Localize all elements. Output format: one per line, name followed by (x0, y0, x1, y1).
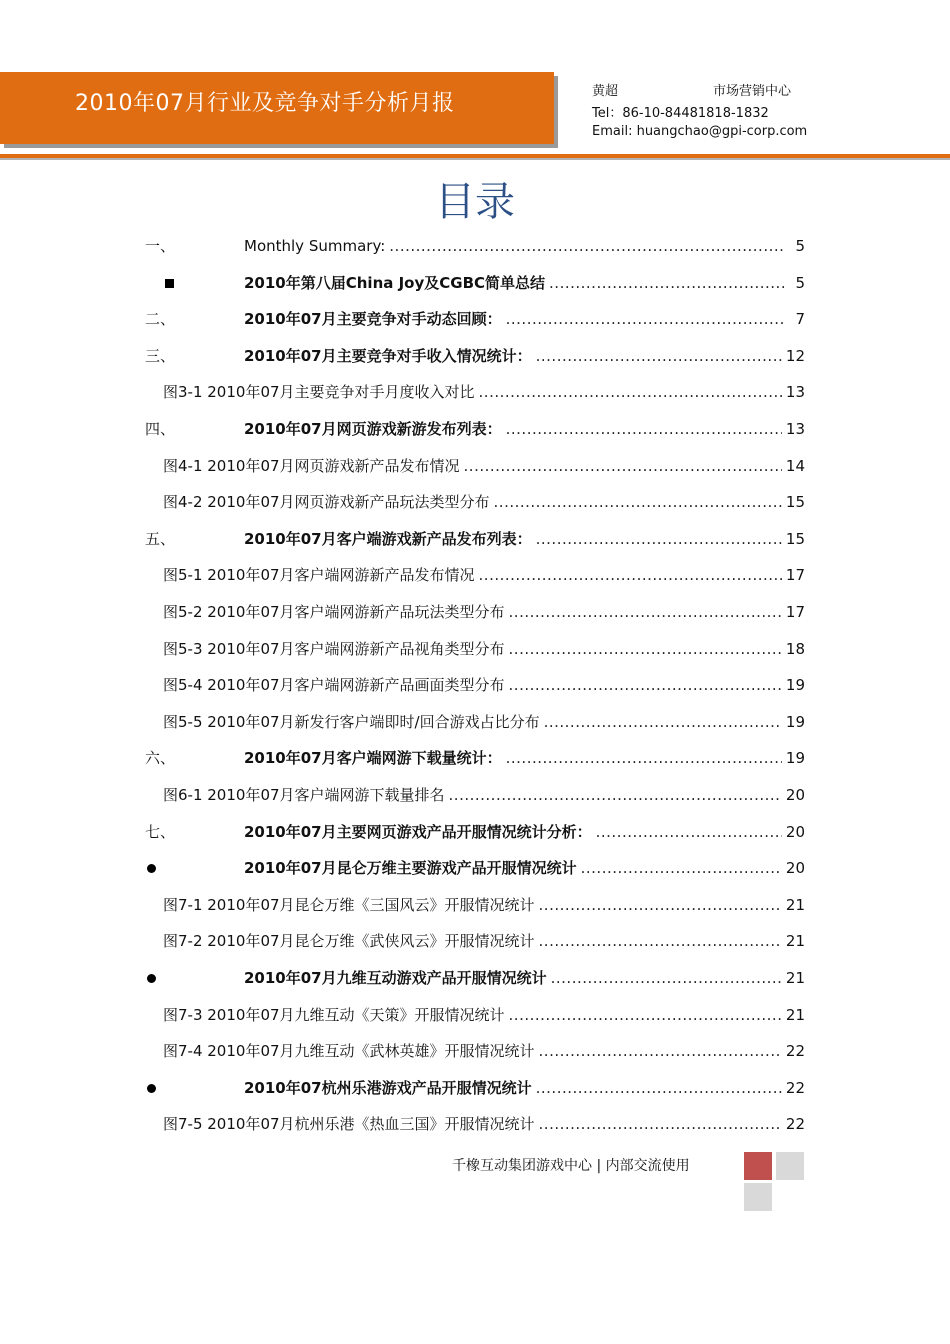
toc-dot-leader (479, 379, 782, 405)
toc-entry[interactable] (0, 343, 950, 369)
toc-page-number: 12 (785, 346, 805, 365)
toc-entry-label: 图5-3 2010年07月客户端网游新产品视角类型分布 (163, 639, 505, 658)
toc-dot-leader (479, 562, 782, 588)
toc-entry[interactable] (0, 379, 950, 405)
toc-dot-leader (539, 1111, 782, 1137)
toc-entry-label: 2010年07月客户端游戏新产品发布列表： (244, 529, 532, 548)
toc-page-number: 7 (795, 310, 805, 329)
toc-entry[interactable] (0, 233, 950, 259)
toc-page-number: 20 (785, 859, 805, 878)
toc-page-number: 21 (785, 932, 805, 951)
toc-section-number: 六、 (145, 749, 176, 768)
toc-entry[interactable] (0, 453, 950, 479)
toc-section-number: 三、 (145, 346, 176, 365)
toc-entry[interactable] (0, 928, 950, 954)
toc-dot-leader (536, 526, 782, 552)
toc-page-number: 20 (785, 786, 805, 804)
toc-page-number: 21 (785, 1005, 805, 1024)
toc-dot-leader (464, 453, 782, 479)
toc-entry[interactable] (0, 1038, 950, 1064)
toc-entry-label: 图4-2 2010年07月网页游戏新产品玩法类型分布 (163, 493, 490, 512)
bullet-dot-icon (145, 965, 156, 991)
toc-entry[interactable] (0, 306, 950, 332)
toc-dot-leader (551, 965, 782, 991)
contact-name: 黄超 (592, 84, 619, 99)
toc-dot-leader (509, 599, 782, 625)
toc-entry-label: 图5-1 2010年07月客户端网游新产品发布情况 (163, 566, 475, 585)
toc-entry-label: 2010年07杭州乐港游戏产品开服情况统计 (244, 1078, 532, 1097)
toc-entry-label: 图7-3 2010年07月九维互动《天策》开服情况统计 (163, 1005, 505, 1024)
toc-entry[interactable] (0, 636, 950, 662)
toc-page-number: 15 (785, 529, 805, 548)
toc-page-number: 5 (795, 273, 805, 292)
toc-entry-label: 图5-5 2010年07月新发行客户端即时/回合游戏占比分布 (163, 712, 540, 731)
toc-dot-leader (494, 489, 782, 515)
toc-dot-leader (549, 270, 785, 296)
toc-entry[interactable] (0, 526, 950, 552)
toc-entry[interactable] (0, 1002, 950, 1028)
toc-dot-leader (536, 343, 782, 369)
toc-dot-leader (581, 855, 782, 881)
header-rule-gray (0, 158, 950, 160)
toc-entry-label: 2010年第八届China Joy及CGBC简单总结 (244, 273, 546, 292)
contact-email: Email: huangchao@gpi-corp.com (592, 124, 808, 139)
toc-section-number: 五、 (145, 529, 176, 548)
toc-dot-leader (539, 928, 782, 954)
toc-dot-leader (536, 1075, 782, 1101)
toc-dot-leader (506, 745, 782, 771)
toc-entry[interactable] (0, 819, 950, 845)
toc-dot-leader (544, 709, 782, 735)
toc-dot-leader (506, 306, 785, 332)
toc-entry-label: 图5-2 2010年07月客户端网游新产品玩法类型分布 (163, 603, 505, 621)
toc-entry-label: 图6-1 2010年07月客户端网游下载量排名 (163, 786, 445, 804)
toc-entry-label: 2010年07月昆仑万维主要游戏产品开服情况统计 (244, 859, 577, 878)
footer-gray-square (776, 1152, 804, 1180)
toc-dot-leader (509, 1002, 782, 1028)
toc-section-number: 四、 (145, 420, 176, 438)
toc-page-number: 19 (785, 749, 805, 768)
toc-entry[interactable] (0, 1075, 950, 1101)
toc-section-number: 一、 (145, 237, 176, 255)
toc-entry-label: 图7-2 2010年07月昆仑万维《武侠风云》开服情况统计 (163, 932, 535, 951)
toc-section-number: 二、 (145, 310, 176, 329)
toc-entry[interactable] (0, 599, 950, 625)
toc-entry[interactable] (0, 562, 950, 588)
toc-dot-leader (389, 233, 785, 259)
toc-dot-leader (539, 892, 782, 918)
toc-dot-leader (539, 1038, 782, 1064)
contact-telephone: Tel：86-10-84481818-1832 (592, 106, 769, 121)
footer-text: 千橡互动集团游戏中心 | 内部交流使用 (452, 1158, 690, 1174)
toc-entry[interactable] (0, 270, 950, 296)
toc-entry-label: 2010年07月主要竞争对手收入情况统计： (244, 346, 532, 365)
toc-page-number: 21 (785, 969, 805, 987)
report-title: 2010年07月行业及竞争对手分析月报 (75, 91, 455, 116)
toc-section-number: 七、 (145, 822, 176, 841)
toc-entry[interactable] (0, 745, 950, 771)
toc-page-number: 22 (785, 1078, 805, 1097)
toc-entry[interactable] (0, 672, 950, 698)
toc-page-number: 22 (785, 1042, 805, 1061)
toc-page-number: 13 (785, 420, 805, 438)
contact-department: 市场营销中心 (713, 84, 792, 99)
toc-entry-label: 图3-1 2010年07月主要竞争对手月度收入对比 (163, 383, 475, 402)
bullet-dot-icon (145, 1075, 156, 1101)
toc-page-number: 18 (785, 639, 805, 658)
bullet-square-icon (145, 270, 174, 296)
toc-entry-label: 2010年07月网页游戏新游发布列表： (244, 420, 502, 438)
toc-page-number: 13 (785, 383, 805, 402)
footer-red-square (744, 1152, 772, 1180)
toc-entry[interactable] (0, 489, 950, 515)
toc-entry[interactable] (0, 416, 950, 442)
toc-entry-label: 2010年07月客户端网游下载量统计： (244, 749, 502, 768)
toc-entry-label: 图5-4 2010年07月客户端网游新产品画面类型分布 (163, 676, 505, 695)
footer-gray-square (744, 1183, 772, 1211)
toc-page-number: 15 (785, 493, 805, 512)
toc-entry[interactable] (0, 855, 950, 881)
toc-entry-label: 图7-4 2010年07月九维互动《武林英雄》开服情况统计 (163, 1042, 535, 1061)
toc-entry-label: 图4-1 2010年07月网页游戏新产品发布情况 (163, 456, 460, 475)
toc-dot-leader (449, 782, 782, 808)
toc-entry-label: 2010年07月主要网页游戏产品开服情况统计分析： (244, 822, 592, 841)
toc-page-number: 19 (785, 712, 805, 731)
toc-dot-leader (509, 636, 782, 662)
toc-entry-label: 2010年07月主要竞争对手动态回顾： (244, 310, 502, 329)
toc-page-number: 17 (785, 603, 805, 621)
toc-dot-leader (506, 416, 782, 442)
toc-entry-label: Monthly Summary: (244, 237, 386, 255)
toc-entry-label: 2010年07月九维互动游戏产品开服情况统计 (244, 969, 547, 987)
toc-entry[interactable] (0, 782, 950, 808)
toc-page-number: 17 (785, 566, 805, 585)
toc-page-number: 19 (785, 676, 805, 695)
toc-page-number: 20 (785, 822, 805, 841)
toc-entry[interactable] (0, 965, 950, 991)
toc-page-number: 21 (785, 895, 805, 914)
bullet-dot-icon (145, 855, 156, 881)
toc-dot-leader (509, 672, 782, 698)
toc-page-number: 14 (785, 456, 805, 475)
toc-dot-leader (596, 819, 782, 845)
toc-entry-label: 图7-1 2010年07月昆仑万维《三国风云》开服情况统计 (163, 895, 535, 914)
toc-entry[interactable] (0, 709, 950, 735)
toc-title: 目录 (435, 179, 515, 225)
toc-entry[interactable] (0, 892, 950, 918)
toc-page-number: 5 (795, 237, 805, 255)
toc-entry[interactable] (0, 1111, 950, 1137)
toc-page-number: 22 (785, 1115, 805, 1134)
toc-entry-label: 图7-5 2010年07月杭州乐港《热血三国》开服情况统计 (163, 1115, 535, 1134)
